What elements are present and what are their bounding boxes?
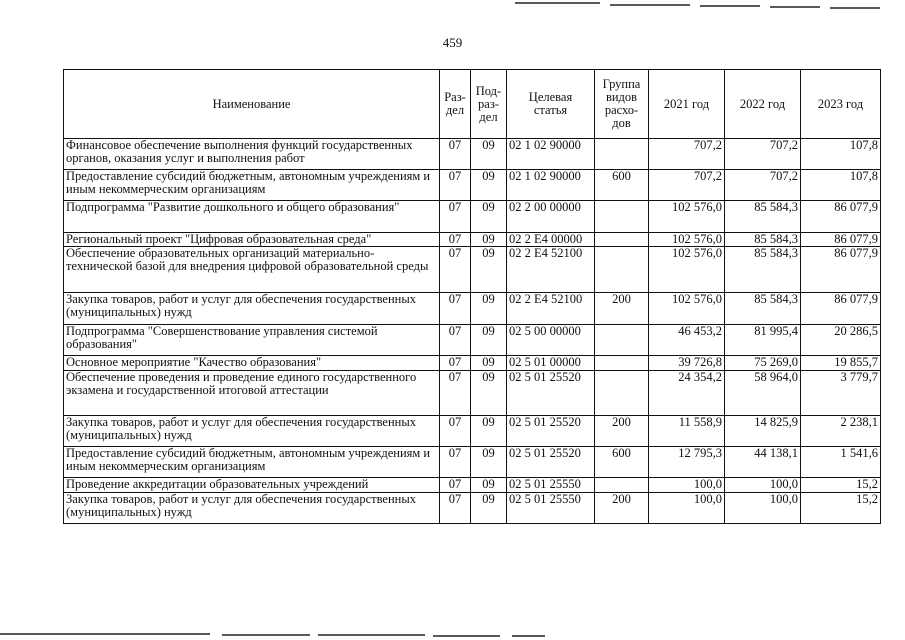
table-row: [64, 233, 881, 247]
cell-2022: 81 995,4: [725, 325, 801, 356]
table-row: [64, 201, 881, 233]
cell-name: Обеспечение проведения и проведение единого государственного экзамена и государственной итоговой аттестации: [64, 371, 440, 416]
cell-2023: 19 855,7: [801, 356, 881, 371]
header-2021: 2021 год: [649, 70, 725, 139]
cell-2021: 102 576,0: [649, 247, 725, 293]
table-row: [64, 416, 881, 447]
cell-2021: 102 576,0: [649, 293, 725, 325]
table-row: [64, 371, 881, 416]
cell-target: 02 2 E4 52100: [507, 247, 595, 293]
cell-2021: 100,0: [649, 478, 725, 493]
cell-subsection: 09: [471, 170, 507, 201]
cell-2021: 102 576,0: [649, 233, 725, 247]
cell-2022: 707,2: [725, 139, 801, 170]
cell-name: Предоставление субсидий бюджетным, автономным учреждениям и иным некоммерческим организациям: [64, 447, 440, 478]
cell-2023: 1 541,6: [801, 447, 881, 478]
cell-2021: 11 558,9: [649, 416, 725, 447]
cell-2021: 46 453,2: [649, 325, 725, 356]
cell-target: 02 2 E4 52100: [507, 293, 595, 325]
cell-2022: 75 269,0: [725, 356, 801, 371]
cell-2021: 39 726,8: [649, 356, 725, 371]
cell-name: Предоставление субсидий бюджетным, автономным учреждениям и иным некоммерческим организациям: [64, 170, 440, 201]
cell-group: 200: [595, 416, 649, 447]
cell-2023: 86 077,9: [801, 247, 881, 293]
cell-2022: 100,0: [725, 493, 801, 524]
header-section: Раз- дел: [440, 70, 471, 139]
table-row: [64, 139, 881, 170]
cell-2022: 58 964,0: [725, 371, 801, 416]
cell-2021: 24 354,2: [649, 371, 725, 416]
cell-name: Закупка товаров, работ и услуг для обеспечения государственных (муниципальных) нужд: [64, 416, 440, 447]
cell-group: 600: [595, 170, 649, 201]
cell-subsection: 09: [471, 416, 507, 447]
cell-subsection: 09: [471, 233, 507, 247]
cell-2022: 707,2: [725, 170, 801, 201]
cell-2023: 107,8: [801, 170, 881, 201]
cell-2023: 20 286,5: [801, 325, 881, 356]
cell-target: 02 5 01 25520: [507, 447, 595, 478]
cell-2022: 85 584,3: [725, 293, 801, 325]
cell-2022: 85 584,3: [725, 247, 801, 293]
cell-target: 02 2 00 00000: [507, 201, 595, 233]
cell-2022: 85 584,3: [725, 201, 801, 233]
header-2023: 2023 год: [801, 70, 881, 139]
header-2022: 2022 год: [725, 70, 801, 139]
cell-2021: 707,2: [649, 170, 725, 201]
cell-name: Проведение аккредитации образовательных учреждений: [64, 478, 440, 493]
table-header-row: [64, 70, 881, 139]
header-name: Наименование: [64, 70, 440, 139]
cell-target: 02 5 01 00000: [507, 356, 595, 371]
cell-name: Закупка товаров, работ и услуг для обеспечения государственных (муниципальных) нужд: [64, 493, 440, 524]
budget-table: [63, 69, 881, 524]
cell-group: 200: [595, 293, 649, 325]
cell-target: 02 5 01 25520: [507, 371, 595, 416]
cell-name: Основное мероприятие "Качество образования": [64, 356, 440, 371]
cell-subsection: 09: [471, 325, 507, 356]
cell-2022: 14 825,9: [725, 416, 801, 447]
cell-section: 07: [440, 371, 471, 416]
header-target: Целевая статья: [507, 70, 595, 139]
cell-subsection: 09: [471, 447, 507, 478]
cell-2023: 3 779,7: [801, 371, 881, 416]
cell-name: Подпрограмма "Совершенствование управления системой образования": [64, 325, 440, 356]
bottom-edge-lines: [0, 628, 905, 640]
cell-2023: 86 077,9: [801, 293, 881, 325]
cell-2023: 15,2: [801, 478, 881, 493]
header-group: Группа видов расхо- дов: [595, 70, 649, 139]
cell-section: 07: [440, 247, 471, 293]
cell-2021: 12 795,3: [649, 447, 725, 478]
cell-group: [595, 247, 649, 293]
cell-target: 02 1 02 90000: [507, 170, 595, 201]
cell-2022: 85 584,3: [725, 233, 801, 247]
cell-section: 07: [440, 356, 471, 371]
cell-subsection: 09: [471, 356, 507, 371]
table-row: [64, 356, 881, 371]
cell-group: [595, 356, 649, 371]
cell-section: 07: [440, 201, 471, 233]
cell-target: 02 5 01 25550: [507, 478, 595, 493]
cell-group: 200: [595, 493, 649, 524]
header-subsection: Под- раз- дел: [471, 70, 507, 139]
cell-section: 07: [440, 170, 471, 201]
cell-2023: 86 077,9: [801, 201, 881, 233]
table-row: [64, 247, 881, 293]
cell-subsection: 09: [471, 293, 507, 325]
cell-subsection: 09: [471, 478, 507, 493]
table-row: [64, 447, 881, 478]
cell-2021: 100,0: [649, 493, 725, 524]
cell-name: Региональный проект "Цифровая образовательная среда": [64, 233, 440, 247]
cell-target: 02 5 01 25550: [507, 493, 595, 524]
cell-subsection: 09: [471, 493, 507, 524]
top-edge-lines: [0, 0, 905, 12]
cell-2021: 707,2: [649, 139, 725, 170]
cell-2022: 100,0: [725, 478, 801, 493]
cell-target: 02 2 E4 00000: [507, 233, 595, 247]
cell-target: 02 5 00 00000: [507, 325, 595, 356]
cell-subsection: 09: [471, 371, 507, 416]
page-number: 459: [442, 35, 463, 50]
table-row: [64, 493, 881, 524]
cell-2023: 15,2: [801, 493, 881, 524]
cell-target: 02 1 02 90000: [507, 139, 595, 170]
table-row: [64, 293, 881, 325]
cell-subsection: 09: [471, 201, 507, 233]
cell-group: [595, 201, 649, 233]
cell-name: Подпрограмма "Развитие дошкольного и общего образования": [64, 201, 440, 233]
cell-section: 07: [440, 139, 471, 170]
cell-2021: 102 576,0: [649, 201, 725, 233]
cell-name: Финансовое обеспечение выполнения функций государственных органов, оказания услуг и выполнения работ: [64, 139, 440, 170]
cell-group: [595, 325, 649, 356]
cell-group: [595, 371, 649, 416]
cell-section: 07: [440, 478, 471, 493]
cell-section: 07: [440, 293, 471, 325]
cell-section: 07: [440, 447, 471, 478]
cell-section: 07: [440, 325, 471, 356]
cell-subsection: 09: [471, 247, 507, 293]
table-row: [64, 170, 881, 201]
table-row: [64, 478, 881, 493]
cell-name: Обеспечение образовательных организаций материально-технической базой для внедрения цифровой образовательной среды: [64, 247, 440, 293]
table-body: [64, 139, 881, 524]
cell-2022: 44 138,1: [725, 447, 801, 478]
cell-group: [595, 139, 649, 170]
cell-name: Закупка товаров, работ и услуг для обеспечения государственных (муниципальных) нужд: [64, 293, 440, 325]
cell-section: 07: [440, 233, 471, 247]
cell-2023: 2 238,1: [801, 416, 881, 447]
cell-group: 600: [595, 447, 649, 478]
cell-2023: 107,8: [801, 139, 881, 170]
cell-group: [595, 478, 649, 493]
cell-section: 07: [440, 493, 471, 524]
table-row: [64, 325, 881, 356]
cell-2023: 86 077,9: [801, 233, 881, 247]
cell-target: 02 5 01 25520: [507, 416, 595, 447]
cell-subsection: 09: [471, 139, 507, 170]
cell-group: [595, 233, 649, 247]
cell-section: 07: [440, 416, 471, 447]
